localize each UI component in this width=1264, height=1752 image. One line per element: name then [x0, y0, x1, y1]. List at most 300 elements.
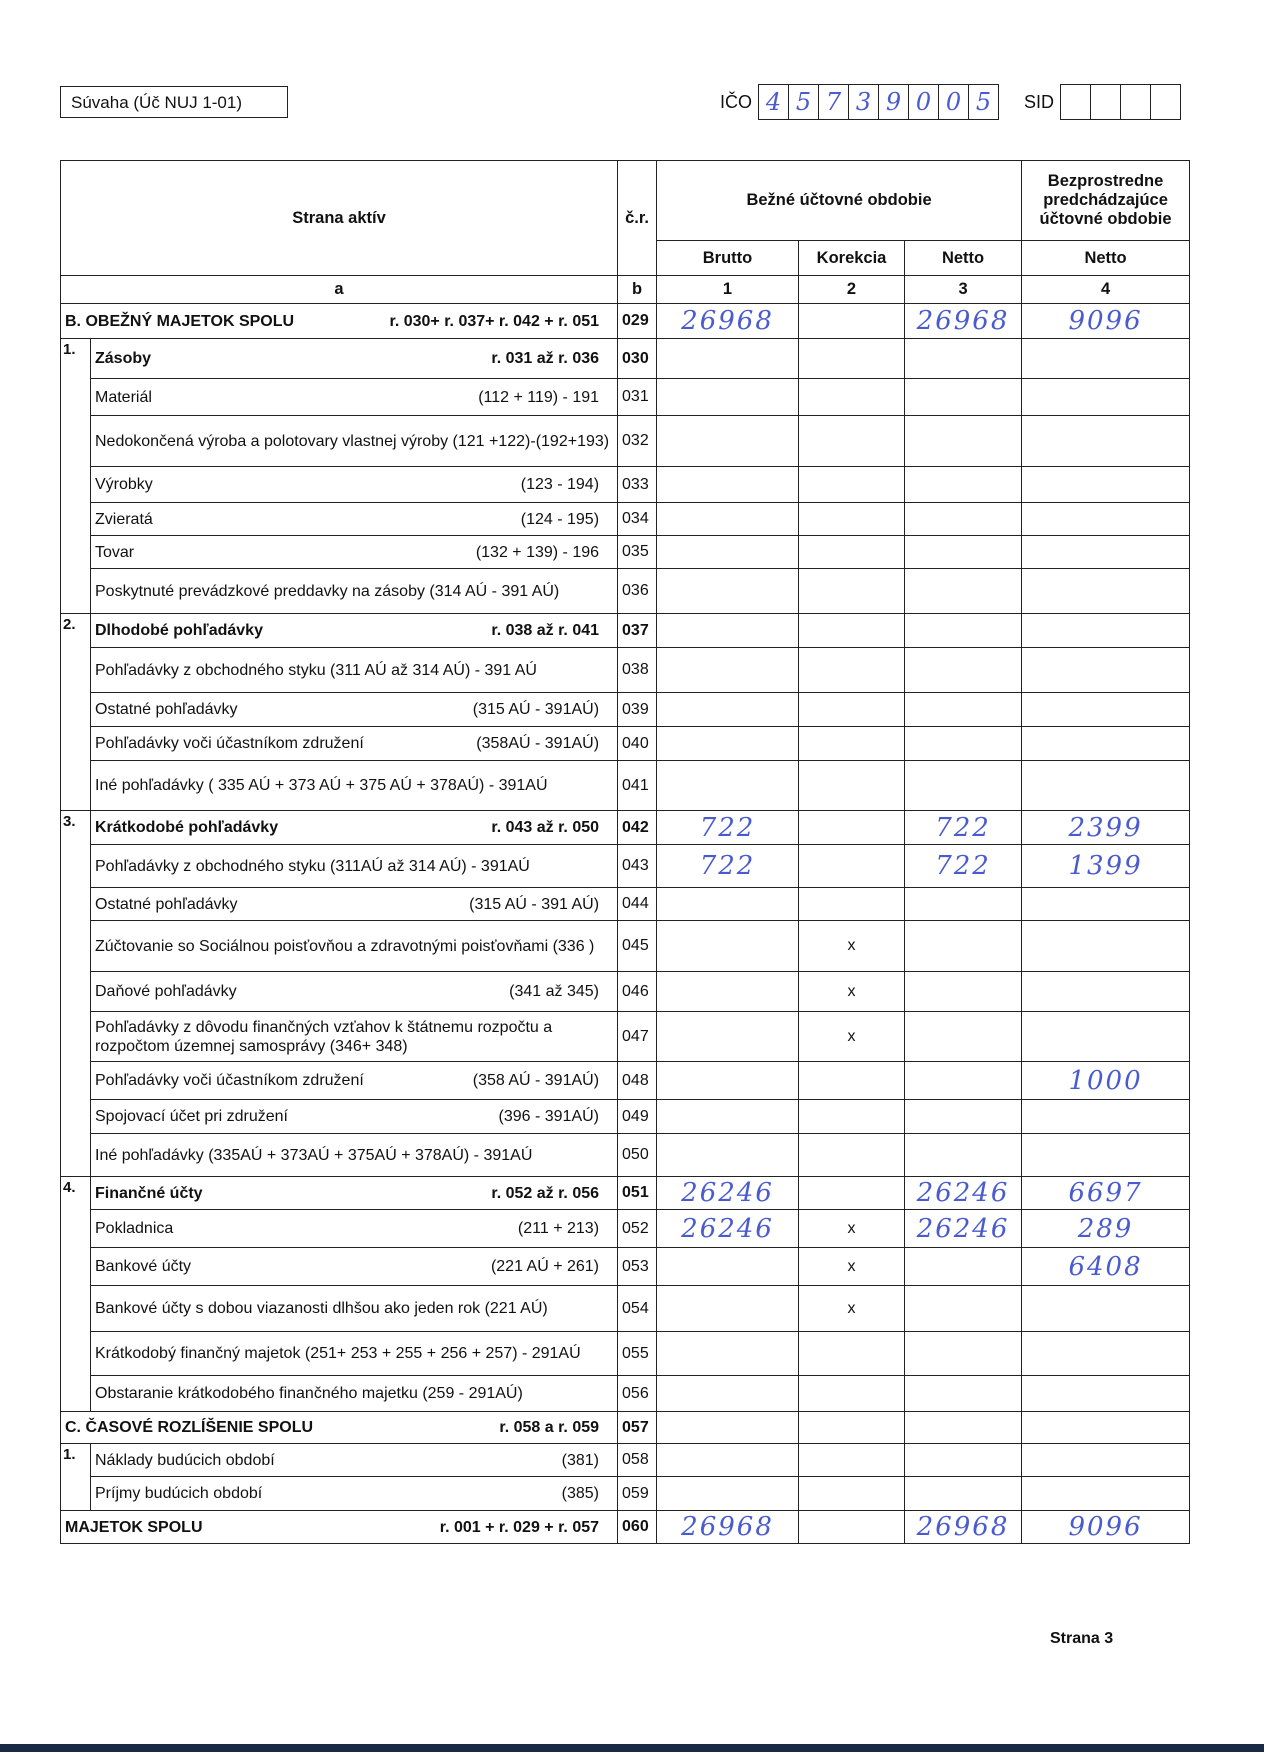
- row-number: 043: [618, 845, 657, 888]
- value-korekcia[interactable]: [799, 569, 905, 614]
- value-korekcia[interactable]: [799, 888, 905, 921]
- row-label-cell: [91, 503, 618, 536]
- row-formula: (341 až 345): [509, 983, 600, 1000]
- row-number: 036: [618, 569, 657, 614]
- row-formula: (381): [561, 1451, 600, 1469]
- row-label: [95, 388, 613, 407]
- value-netto[interactable]: 722: [905, 845, 1022, 888]
- value-netto-prev[interactable]: [1022, 1100, 1190, 1134]
- row-label-cell: [91, 416, 618, 467]
- value-netto-prev[interactable]: [1022, 972, 1190, 1012]
- row-label: [95, 582, 613, 601]
- value-brutto[interactable]: [657, 1012, 799, 1062]
- row-label-cell: [91, 727, 618, 761]
- row-label: [95, 621, 613, 640]
- row-label-text: Krátkodobé pohľadávky: [95, 819, 279, 836]
- table-row-038: [61, 648, 1190, 693]
- value-brutto[interactable]: [657, 1100, 799, 1134]
- value-netto-prev[interactable]: [1022, 416, 1190, 467]
- row-label-cell: [61, 1412, 618, 1444]
- row-formula: r. 030+ r. 037+ r. 042 + r. 051: [389, 312, 600, 330]
- row-label-cell: [91, 921, 618, 972]
- value-brutto[interactable]: [657, 1286, 799, 1332]
- row-label-text: Iné pohľadávky (335AÚ + 373AÚ + 375AÚ + 378AÚ) - 391AÚ: [95, 1146, 533, 1164]
- value-netto[interactable]: [905, 1444, 1022, 1477]
- value-netto-prev[interactable]: 9096: [1022, 304, 1190, 339]
- value-brutto[interactable]: [657, 379, 799, 416]
- row-number: 042: [618, 811, 657, 845]
- row-label-cell: [91, 1477, 618, 1511]
- row-number: 045: [618, 921, 657, 972]
- row-formula: (132 + 139) - 196: [475, 543, 600, 561]
- row-label-text: Obstaranie krátkodobého finančného majetku (259 - 291AÚ): [95, 1385, 523, 1402]
- value-korekcia[interactable]: [799, 614, 905, 648]
- value-netto[interactable]: [905, 921, 1022, 972]
- row-number: 037: [618, 614, 657, 648]
- value-korekcia[interactable]: [799, 467, 905, 503]
- table-row-060: [61, 1511, 1190, 1544]
- header-cr: č.r.: [618, 161, 657, 276]
- row-number: 041: [618, 761, 657, 811]
- header-netto: Netto: [905, 241, 1022, 276]
- row-number: 058: [618, 1444, 657, 1477]
- value-brutto[interactable]: [657, 569, 799, 614]
- row-label: [95, 857, 613, 876]
- value-netto-prev[interactable]: [1022, 536, 1190, 569]
- value-netto-prev[interactable]: [1022, 1444, 1190, 1477]
- value-korekcia[interactable]: [799, 1477, 905, 1511]
- group-number: 3.: [61, 811, 91, 1177]
- value-brutto[interactable]: [657, 1444, 799, 1477]
- table-row-033: [61, 467, 1190, 503]
- col-label-1: 1: [657, 276, 799, 304]
- row-number: 048: [618, 1062, 657, 1100]
- value-netto-prev[interactable]: [1022, 1134, 1190, 1177]
- value-korekcia[interactable]: [799, 1412, 905, 1444]
- value-netto-prev[interactable]: [1022, 503, 1190, 536]
- value-brutto[interactable]: [657, 1134, 799, 1177]
- table-row-052: [61, 1210, 1190, 1248]
- value-netto[interactable]: [905, 1286, 1022, 1332]
- value-brutto[interactable]: [657, 339, 799, 379]
- value-netto[interactable]: 26246: [905, 1177, 1022, 1210]
- value-brutto[interactable]: [657, 761, 799, 811]
- row-label-cell: [91, 536, 618, 569]
- row-label-cell: [61, 304, 618, 339]
- value-brutto[interactable]: [657, 888, 799, 921]
- row-label: [95, 895, 613, 914]
- value-netto-prev[interactable]: [1022, 1332, 1190, 1376]
- value-brutto[interactable]: [657, 1062, 799, 1100]
- value-korekcia[interactable]: [799, 811, 905, 845]
- row-formula: r. 052 až r. 056: [491, 1184, 600, 1202]
- table-row-047: [61, 1012, 1190, 1062]
- sid-digit-box[interactable]: [1121, 85, 1151, 119]
- row-formula: r. 038 až r. 041: [491, 622, 600, 639]
- value-netto-prev[interactable]: [1022, 1286, 1190, 1332]
- value-netto-prev[interactable]: 1000: [1022, 1062, 1190, 1100]
- value-netto-prev[interactable]: [1022, 1012, 1190, 1062]
- value-brutto[interactable]: [657, 648, 799, 693]
- value-netto-prev[interactable]: [1022, 1477, 1190, 1511]
- value-netto[interactable]: [905, 503, 1022, 536]
- col-label-2: 2: [799, 276, 905, 304]
- row-label-cell: [91, 693, 618, 727]
- row-label: [95, 700, 613, 719]
- row-number: 056: [618, 1376, 657, 1412]
- value-korekcia[interactable]: [799, 1332, 905, 1376]
- row-label-text: Náklady budúcich období: [95, 1451, 275, 1469]
- row-label-text: Pohľadávky z obchodného styku (311AÚ až 314 AÚ) - 391AÚ: [95, 857, 530, 875]
- row-label-cell: [91, 1134, 618, 1177]
- value-netto-prev[interactable]: [1022, 569, 1190, 614]
- row-label-text: Pohľadávky voči účastníkom združení: [95, 735, 364, 752]
- group-number: 1.: [61, 1444, 91, 1511]
- value-brutto[interactable]: [657, 972, 799, 1012]
- value-netto-prev[interactable]: [1022, 379, 1190, 416]
- row-label-cell: [91, 1177, 618, 1210]
- row-formula: (385): [561, 1485, 600, 1502]
- value-netto[interactable]: [905, 1412, 1022, 1444]
- row-label-cell: [91, 811, 618, 845]
- header-bezne-obdobie: Bežné účtovné obdobie: [657, 161, 1022, 241]
- value-netto[interactable]: [905, 1376, 1022, 1412]
- row-label: [95, 734, 613, 753]
- row-label: [95, 510, 613, 529]
- table-row-036: [61, 569, 1190, 614]
- row-label-cell: [91, 1286, 618, 1332]
- row-label-text: C. ČASOVÉ ROZLÍŠENIE SPOLU: [65, 1419, 314, 1436]
- table-row-057: [61, 1412, 1190, 1444]
- ico-digit-box[interactable]: 3: [849, 85, 879, 119]
- value-netto[interactable]: [905, 888, 1022, 921]
- row-number: 052: [618, 1210, 657, 1248]
- row-label-text: Spojovací účet pri združení: [95, 1108, 288, 1125]
- balance-sheet-assets-table: [60, 160, 1190, 1544]
- value-brutto[interactable]: [657, 1412, 799, 1444]
- page-number: Strana 3: [1050, 1630, 1114, 1647]
- row-formula: (221 AÚ + 261): [490, 1258, 600, 1275]
- sid-digit-box[interactable]: [1061, 85, 1091, 119]
- table-row-042: [61, 811, 1190, 845]
- row-label: [95, 349, 613, 368]
- value-netto-prev[interactable]: 6408: [1022, 1248, 1190, 1286]
- row-formula: (358 AÚ - 391AÚ): [472, 1072, 600, 1089]
- value-brutto[interactable]: [657, 416, 799, 467]
- table-row-048: [61, 1062, 1190, 1100]
- row-label-text: MAJETOK SPOLU: [65, 1518, 203, 1536]
- value-netto-prev[interactable]: [1022, 888, 1190, 921]
- value-korekcia[interactable]: x: [799, 1286, 905, 1332]
- header-netto-prev: Netto: [1022, 241, 1190, 276]
- row-label: [95, 1484, 613, 1503]
- table-row-031: [61, 379, 1190, 416]
- value-brutto[interactable]: [657, 693, 799, 727]
- row-formula: r. 058 a r. 059: [499, 1419, 600, 1436]
- row-label: [95, 661, 613, 680]
- row-number: 034: [618, 503, 657, 536]
- row-label-cell: [91, 1248, 618, 1286]
- row-number: 054: [618, 1286, 657, 1332]
- value-netto-prev[interactable]: 9096: [1022, 1511, 1190, 1544]
- row-number: 055: [618, 1332, 657, 1376]
- row-formula: (211 + 213): [517, 1220, 600, 1237]
- value-korekcia[interactable]: [799, 761, 905, 811]
- value-netto[interactable]: [905, 536, 1022, 569]
- value-korekcia[interactable]: [799, 1062, 905, 1100]
- col-label-b: b: [618, 276, 657, 304]
- table-row-058: [61, 1444, 1190, 1477]
- ico-digit-box[interactable]: 5: [789, 85, 819, 119]
- row-label: [95, 1219, 613, 1238]
- row-label-cell: [91, 888, 618, 921]
- row-label-cell: [91, 761, 618, 811]
- row-label-cell: [91, 972, 618, 1012]
- row-number: 053: [618, 1248, 657, 1286]
- row-label-cell: [61, 1511, 618, 1544]
- value-netto[interactable]: [905, 339, 1022, 379]
- value-brutto[interactable]: 26968: [657, 304, 799, 339]
- value-brutto[interactable]: 722: [657, 811, 799, 845]
- value-brutto[interactable]: [657, 1376, 799, 1412]
- row-number: 033: [618, 467, 657, 503]
- value-netto[interactable]: [905, 727, 1022, 761]
- table-row-030: [61, 339, 1190, 379]
- row-label: [95, 475, 613, 494]
- table-row-041: [61, 761, 1190, 811]
- value-netto[interactable]: [905, 379, 1022, 416]
- value-korekcia[interactable]: [799, 1177, 905, 1210]
- value-netto-prev[interactable]: 289: [1022, 1210, 1190, 1248]
- value-netto-prev[interactable]: [1022, 761, 1190, 811]
- row-label: [95, 432, 613, 451]
- value-korekcia[interactable]: [799, 693, 905, 727]
- row-number: 032: [618, 416, 657, 467]
- row-label-text: B. OBEŽNÝ MAJETOK SPOLU: [65, 312, 295, 330]
- ico-digit-box[interactable]: 9: [879, 85, 909, 119]
- ico-digit-boxes: [758, 84, 999, 120]
- row-label-cell: [91, 467, 618, 503]
- row-label-text: Poskytnuté prevádzkové preddavky na zásoby (314 AÚ - 391 AÚ): [95, 582, 560, 600]
- table-row-043: [61, 845, 1190, 888]
- value-korekcia[interactable]: [799, 416, 905, 467]
- value-netto-prev[interactable]: [1022, 339, 1190, 379]
- value-brutto[interactable]: [657, 1332, 799, 1376]
- value-korekcia[interactable]: x: [799, 1210, 905, 1248]
- table-row-032: [61, 416, 1190, 467]
- row-label-cell: [91, 379, 618, 416]
- value-netto[interactable]: 26968: [905, 304, 1022, 339]
- ico-digit-box[interactable]: 4: [759, 85, 789, 119]
- value-korekcia[interactable]: x: [799, 1012, 905, 1062]
- value-brutto[interactable]: [657, 1248, 799, 1286]
- value-korekcia[interactable]: [799, 1134, 905, 1177]
- row-label: [95, 1384, 613, 1403]
- table-row-049: [61, 1100, 1190, 1134]
- value-netto[interactable]: [905, 614, 1022, 648]
- value-brutto[interactable]: [657, 467, 799, 503]
- value-netto[interactable]: [905, 972, 1022, 1012]
- ico-digit-box[interactable]: 0: [909, 85, 939, 119]
- value-netto[interactable]: [905, 693, 1022, 727]
- row-label: [95, 1451, 613, 1470]
- value-korekcia[interactable]: [799, 1444, 905, 1477]
- row-label-cell: [91, 1332, 618, 1376]
- value-korekcia[interactable]: [799, 845, 905, 888]
- row-label: [95, 1146, 613, 1165]
- table-row-053: [61, 1248, 1190, 1286]
- value-netto[interactable]: [905, 648, 1022, 693]
- row-number: 044: [618, 888, 657, 921]
- ico-digit-box[interactable]: 5: [975, 88, 992, 116]
- table-row-050: [61, 1134, 1190, 1177]
- value-brutto[interactable]: 26246: [657, 1177, 799, 1210]
- sid-digit-box[interactable]: [1091, 85, 1121, 119]
- value-netto-prev[interactable]: [1022, 648, 1190, 693]
- row-label: [65, 1518, 613, 1537]
- value-brutto[interactable]: 722: [657, 845, 799, 888]
- value-korekcia[interactable]: [799, 503, 905, 536]
- row-label-text: Krátkodobý finančný majetok (251+ 253 + 255 + 256 + 257) - 291AÚ: [95, 1345, 581, 1362]
- value-netto-prev[interactable]: [1022, 1412, 1190, 1444]
- value-netto[interactable]: [905, 1100, 1022, 1134]
- row-number: 047: [618, 1012, 657, 1062]
- row-label-text: Zásoby: [95, 350, 152, 367]
- value-netto-prev[interactable]: [1022, 727, 1190, 761]
- value-netto[interactable]: [905, 1134, 1022, 1177]
- row-label-text: Bankové účty s dobou viazanosti dlhšou ako jeden rok (221 AÚ): [95, 1300, 548, 1317]
- header-korekcia: Korekcia: [799, 241, 905, 276]
- value-netto-prev[interactable]: [1022, 614, 1190, 648]
- value-korekcia[interactable]: [799, 379, 905, 416]
- value-netto-prev[interactable]: 6697: [1022, 1177, 1190, 1210]
- value-brutto[interactable]: 26968: [657, 1511, 799, 1544]
- row-label: [95, 937, 613, 956]
- group-number: 2.: [61, 614, 91, 811]
- value-brutto[interactable]: [657, 536, 799, 569]
- row-label-cell: [91, 1012, 618, 1062]
- value-brutto[interactable]: [657, 921, 799, 972]
- table-row-035: [61, 536, 1190, 569]
- row-formula: (315 AÚ - 391AÚ): [472, 701, 600, 718]
- row-formula: r. 031 až r. 036: [491, 350, 600, 367]
- row-label-cell: [91, 1062, 618, 1100]
- ico-digit-box[interactable]: 7: [819, 85, 849, 119]
- row-label-text: Výrobky: [95, 476, 153, 493]
- row-number: 038: [618, 648, 657, 693]
- value-netto[interactable]: 722: [905, 811, 1022, 845]
- value-korekcia[interactable]: [799, 648, 905, 693]
- value-brutto[interactable]: [657, 503, 799, 536]
- value-netto[interactable]: [905, 1332, 1022, 1376]
- table-row-045: [61, 921, 1190, 972]
- table-row-029: [61, 304, 1190, 339]
- value-netto[interactable]: 26968: [905, 1511, 1022, 1544]
- row-label: [95, 776, 613, 795]
- row-formula: r. 043 až r. 050: [491, 819, 600, 836]
- header-predchadzajuce-obdobie: Bezprostredne predchádzajúce účtovné obdobie: [1022, 161, 1190, 241]
- row-formula: (124 - 195): [520, 510, 600, 528]
- value-netto-prev[interactable]: [1022, 921, 1190, 972]
- row-number: 029: [618, 304, 657, 339]
- row-number: 060: [618, 1511, 657, 1544]
- row-number: 050: [618, 1134, 657, 1177]
- row-formula: (396 - 391AÚ): [498, 1108, 600, 1125]
- value-brutto[interactable]: [657, 727, 799, 761]
- row-label-text: Zvieratá: [95, 510, 153, 528]
- row-label-cell: [91, 648, 618, 693]
- value-korekcia[interactable]: [799, 727, 905, 761]
- value-korekcia[interactable]: [799, 339, 905, 379]
- sid-digit-box[interactable]: [1151, 85, 1180, 119]
- ico-digit-box[interactable]: 0: [939, 85, 969, 119]
- table-row-039: [61, 693, 1190, 727]
- value-netto[interactable]: [905, 416, 1022, 467]
- row-label: [65, 1418, 613, 1437]
- table-row-040: [61, 727, 1190, 761]
- value-netto[interactable]: [905, 761, 1022, 811]
- row-label-text: Zúčtovanie so Sociálnou poisťovňou a zdravotnými poisťovňami (336 ): [95, 937, 595, 955]
- row-formula: (358AÚ - 391AÚ): [476, 735, 600, 752]
- value-netto[interactable]: [905, 1477, 1022, 1511]
- value-netto-prev[interactable]: [1022, 1376, 1190, 1412]
- value-korekcia[interactable]: [799, 304, 905, 339]
- header-strana-aktiv: Strana aktív: [61, 161, 618, 276]
- row-label: [95, 818, 613, 837]
- value-netto[interactable]: [905, 569, 1022, 614]
- group-number: 1.: [61, 339, 91, 614]
- value-netto-prev[interactable]: 2399: [1022, 811, 1190, 845]
- ico-field: [720, 84, 999, 120]
- value-korekcia[interactable]: x: [799, 921, 905, 972]
- row-label-text: Ostatné pohľadávky: [95, 701, 238, 718]
- value-netto[interactable]: 26246: [905, 1210, 1022, 1248]
- value-netto-prev[interactable]: [1022, 467, 1190, 503]
- form-id: Súvaha (Úč NUJ 1-01): [60, 86, 288, 118]
- row-label-text: Pokladnica: [95, 1220, 174, 1237]
- value-korekcia[interactable]: [799, 1376, 905, 1412]
- value-korekcia[interactable]: [799, 536, 905, 569]
- row-label-text: Dlhodobé pohľadávky: [95, 622, 263, 639]
- value-netto[interactable]: [905, 467, 1022, 503]
- row-label-text: Pohľadávky z dôvodu finančných vzťahov k štátnemu rozpočtu a rozpočtom územnej samosprávy (346+ 348): [95, 1018, 553, 1055]
- value-netto-prev[interactable]: [1022, 693, 1190, 727]
- value-brutto[interactable]: [657, 614, 799, 648]
- scan-edge: [0, 1744, 1264, 1752]
- row-label-cell: [91, 614, 618, 648]
- value-brutto[interactable]: [657, 1477, 799, 1511]
- value-netto[interactable]: [905, 1248, 1022, 1286]
- value-korekcia[interactable]: x: [799, 1248, 905, 1286]
- value-korekcia[interactable]: x: [799, 972, 905, 1012]
- col-label-3: 3: [905, 276, 1022, 304]
- row-label-text: Finančné účty: [95, 1184, 203, 1202]
- value-brutto[interactable]: 26246: [657, 1210, 799, 1248]
- row-label: [95, 1107, 613, 1126]
- row-formula: (123 - 194): [520, 476, 600, 493]
- row-number: 035: [618, 536, 657, 569]
- value-korekcia[interactable]: [799, 1100, 905, 1134]
- row-label-text: Príjmy budúcich období: [95, 1485, 263, 1502]
- value-netto-prev[interactable]: 1399: [1022, 845, 1190, 888]
- value-netto[interactable]: [905, 1062, 1022, 1100]
- value-korekcia[interactable]: [799, 1511, 905, 1544]
- row-label: [95, 1071, 613, 1090]
- row-label-cell: [91, 1100, 618, 1134]
- table-row-059: [61, 1477, 1190, 1511]
- table-row-037: [61, 614, 1190, 648]
- value-netto[interactable]: [905, 1012, 1022, 1062]
